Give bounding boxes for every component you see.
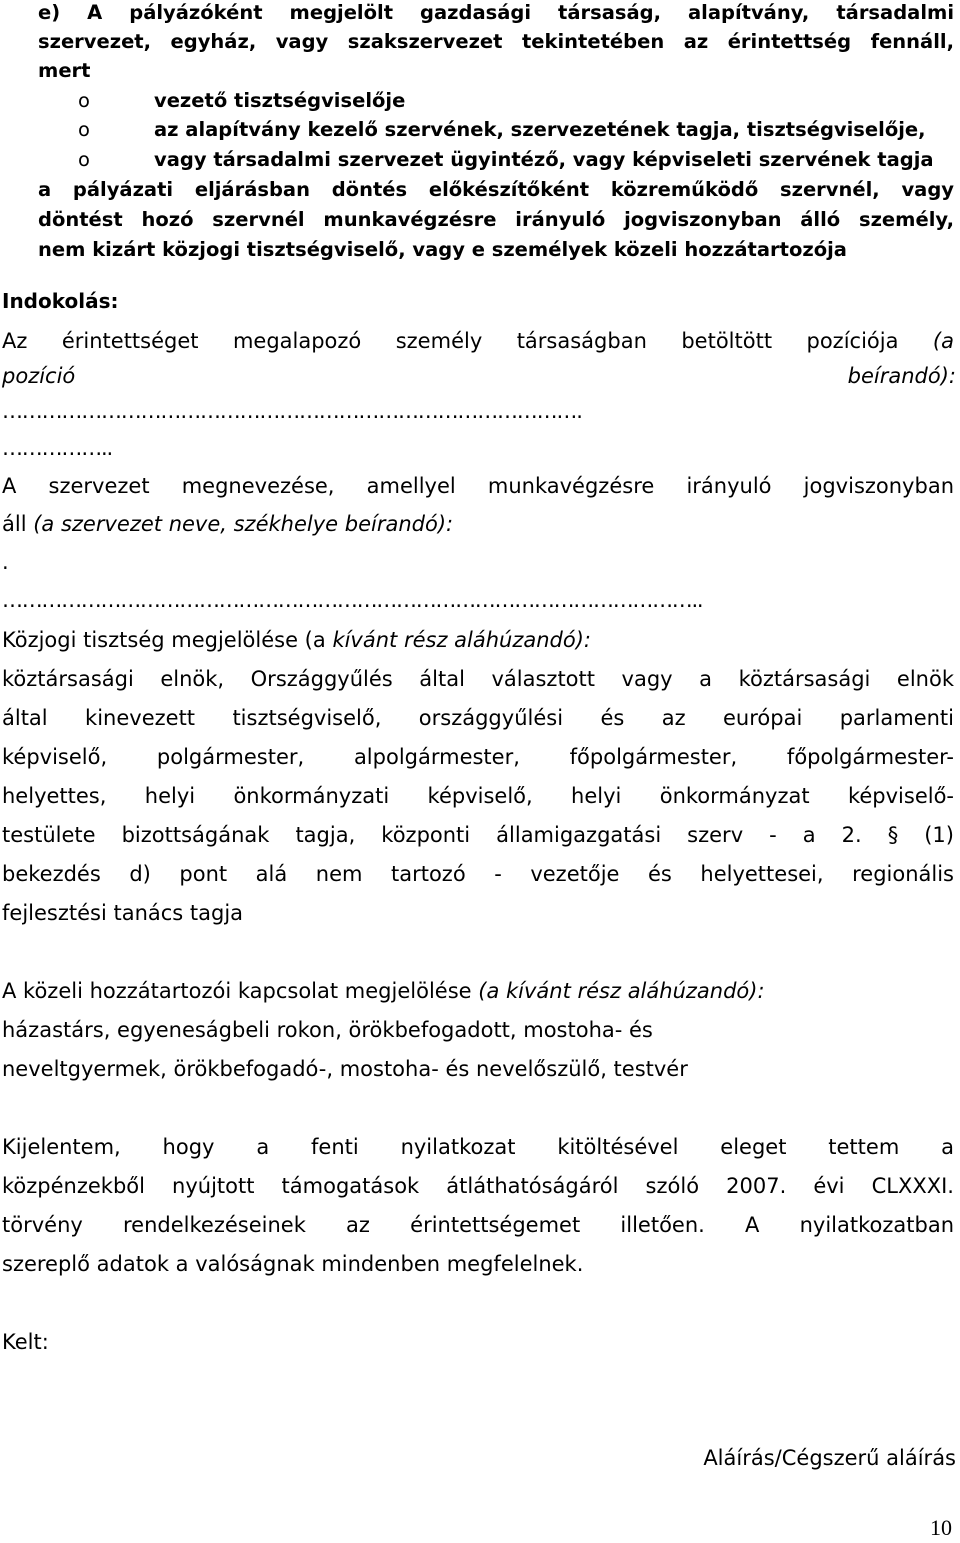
kijelentem-last-line: szereplő adatok a valóságnak mindenben megfelelnek. (2, 1252, 584, 1276)
kozjogi-line: helyettes, helyi önkormányzati képviselő, helyi önkormányzat képviselő- (2, 784, 954, 808)
section-e-line-5: döntést hozó szervnél munkavégzésre irányuló jogviszonyban álló személy, (38, 208, 954, 231)
hozzatartozo-heading-text: A közeli hozzátartozói kapcsolat megjelölése (2, 979, 472, 1003)
bullet-item (78, 145, 934, 175)
indoklas-line-2-left (2, 357, 75, 396)
dotted-fill-line: ……………………………………………………………………………. (2, 399, 582, 423)
indoklas-line-2-left-text: pozíció (2, 364, 76, 388)
kijelentem-line: törvény rendelkezéseinek az érintettségemet illetően. A nyilatkozatban (2, 1213, 954, 1237)
bullet-text: vagy társadalmi szervezet ügyintéző, vagy képviseleti szervének tagja (154, 148, 934, 171)
dotted-fill-line: . (2, 550, 9, 574)
indoklas-line-1 (2, 322, 954, 362)
kozjogi-heading-text: Közjogi tisztség megjelölése (a (2, 628, 326, 652)
bullet-item (78, 86, 405, 116)
kozjogi-last-line: fejlesztési tanács tagja (2, 901, 244, 925)
hozzatartozo-line-1: házastárs, egyeneságbeli rokon, örökbefogadott, mostoha- és (2, 1018, 653, 1042)
bullet-text: az alapítvány kezelő szervének, szervezetének tagja, tisztségviselője, (154, 118, 926, 141)
page-number: 10 (930, 1515, 952, 1540)
signature-label: Aláírás/Cégszerű aláírás (703, 1446, 956, 1470)
kijelentem-line: közpénzekből nyújtott támogatások átláthatóságáról szóló 2007. évi CLXXXI. (2, 1174, 954, 1198)
section-e-line-4: a pályázati eljárásban döntés előkészítőként közreműködő szervnél, vagy (38, 178, 954, 201)
kozjogi-line: által kinevezett tisztségviselő, országgyűlési és az európai parlamenti (2, 706, 954, 730)
dotted-fill-line: …………….. (2, 436, 112, 460)
bullet-marker: o (78, 89, 90, 112)
bullet-item (78, 115, 926, 145)
hozzatartozo-line-2: neveltgyermek, örökbefogadó-, mostoha- és nevelőszülő, testvér (2, 1057, 688, 1081)
hozzatartozo-heading-italic: (a kívánt rész aláhúzandó): (478, 979, 765, 1003)
org-line-1: A szervezet megnevezése, amellyel munkavégzésre irányuló jogviszonyban (2, 474, 954, 498)
bullet-marker: o (78, 118, 90, 141)
org-line-2 (2, 505, 453, 544)
dotted-fill-line: …………………………………………………………………………………………….. (2, 588, 703, 612)
section-e-line-1: e) A pályázóként megjelölt gazdasági társaság, alapítvány, társadalmi (38, 1, 954, 24)
kozjogi-line: testülete bizottságának tagja, központi államigazgatási szerv - a 2. § (1) (2, 823, 954, 847)
kozjogi-heading (2, 621, 591, 660)
bullet-text: vezető tisztségviselője (154, 89, 406, 112)
section-e-line-2: szervezet, egyház, vagy szakszervezet tekintetében az érintettség fennáll, (38, 30, 954, 53)
indoklas-heading: Indokolás: (2, 289, 119, 313)
kijelentem-line: Kijelentem, hogy a fenti nyilatkozat kitöltésével eleget tettem a (2, 1135, 954, 1159)
indoklas-line-1-italic: (a (932, 329, 954, 353)
hozzatartozo-heading (2, 972, 765, 1011)
kozjogi-line: köztársasági elnök, Országgyűlés által választott vagy a köztársasági elnök (2, 667, 954, 691)
kozjogi-line: bekezdés d) pont alá nem tartozó - vezetője és helyettesei, regionális (2, 862, 954, 886)
indoklas-line-2-right-text: beírandó): (847, 364, 956, 388)
kelt-label: Kelt: (2, 1330, 49, 1354)
indoklas-line-1-text: Az érintettséget megalapozó személy társaságban betöltött pozíciója (2, 329, 899, 353)
org-line-2-text: áll (2, 512, 27, 536)
bullet-marker: o (78, 148, 90, 171)
kozjogi-line: képviselő, polgármester, alpolgármester, főpolgármester, főpolgármester- (2, 745, 954, 769)
indoklas-line-2-right (848, 357, 956, 396)
kozjogi-heading-italic: kívánt rész aláhúzandó): (332, 628, 591, 652)
section-e-line-6: nem kizárt közjogi tisztségviselő, vagy e személyek közeli hozzátartozója (38, 238, 847, 261)
org-line-2-italic: (a szervezet neve, székhelye beírandó): (33, 512, 454, 536)
section-e-line-3: mert (38, 59, 91, 82)
